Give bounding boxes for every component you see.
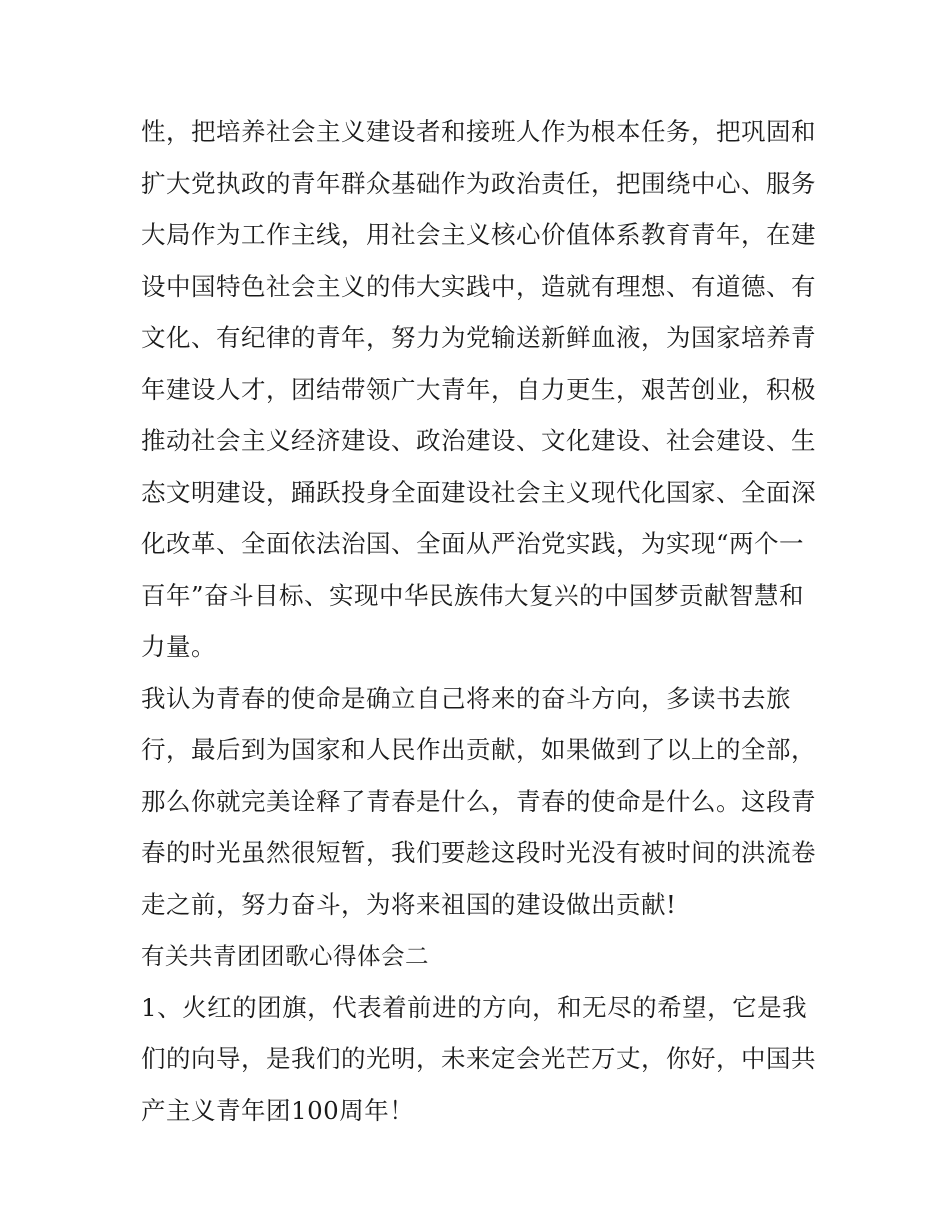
paragraph-league-flag bbox=[141, 985, 821, 1140]
text-line: 那么你就完美诠释了青春是什么，青春的使命是什么。这段青 bbox=[141, 786, 816, 816]
text-line: 化改革、全面依法治国、全面从严治党实践，为实现“两个一 bbox=[141, 529, 805, 558]
document-body bbox=[141, 109, 821, 1139]
text-line: 性，把培养社会主义建设者和接班人作为根本任务，把巩固和 bbox=[141, 117, 816, 146]
text-line: 扩大党执政的青年群众基础作为政治责任，把围绕中心、服务 bbox=[141, 168, 816, 198]
text-line: 态文明建设，踊跃投身全面建设社会主义现代化国家、全面深 bbox=[141, 477, 816, 507]
text-line: 走之前，努力奋斗，为将来祖国的建设做出贡献! bbox=[141, 889, 677, 919]
text-line: 文化、有纪律的青年，努力为党输送新鲜血液，为国家培养青 bbox=[141, 323, 816, 352]
text-line: 大局作为工作主线，用社会主义核心价值体系教育青年，在建 bbox=[141, 220, 816, 249]
text-line: 们的向导，是我们的光明，未来定会光芒万丈，你好，中国共 bbox=[141, 1044, 816, 1073]
text-line: 力量。 bbox=[141, 632, 216, 661]
text-line: 春的时光虽然很短暂，我们要趁这段时光没有被时间的洪流卷 bbox=[141, 838, 816, 867]
section-heading: 有关共青团团歌心得体会二 bbox=[141, 942, 429, 970]
text-line: 年建设人才，团结带领广大青年，自力更生，艰苦创业，积极 bbox=[141, 374, 816, 404]
text-line: 行，最后到为国家和人民作出贡献，如果做到了以上的全部， bbox=[141, 735, 816, 764]
text-line: 推动社会主义经济建设、政治建设、文化建设、社会建设、生 bbox=[141, 426, 816, 455]
text-line: 百年”奋斗目标、实现中华民族伟大复兴的中国梦贡献智慧和 bbox=[141, 580, 805, 610]
text-line: 设中国特色社会主义的伟大实践中，造就有理想、有道德、有 bbox=[141, 271, 816, 301]
text-line: 1、火红的团旗，代表着前进的方向，和无尽的希望，它是我 bbox=[141, 992, 808, 1022]
paragraph-youth-mission bbox=[141, 676, 821, 934]
paragraph-party-mission bbox=[141, 109, 821, 676]
text-line: 我认为青春的使命是确立自己将来的奋斗方向，多读书去旅 bbox=[141, 683, 791, 713]
text-line: 产主义青年团100周年！ bbox=[141, 1095, 415, 1125]
